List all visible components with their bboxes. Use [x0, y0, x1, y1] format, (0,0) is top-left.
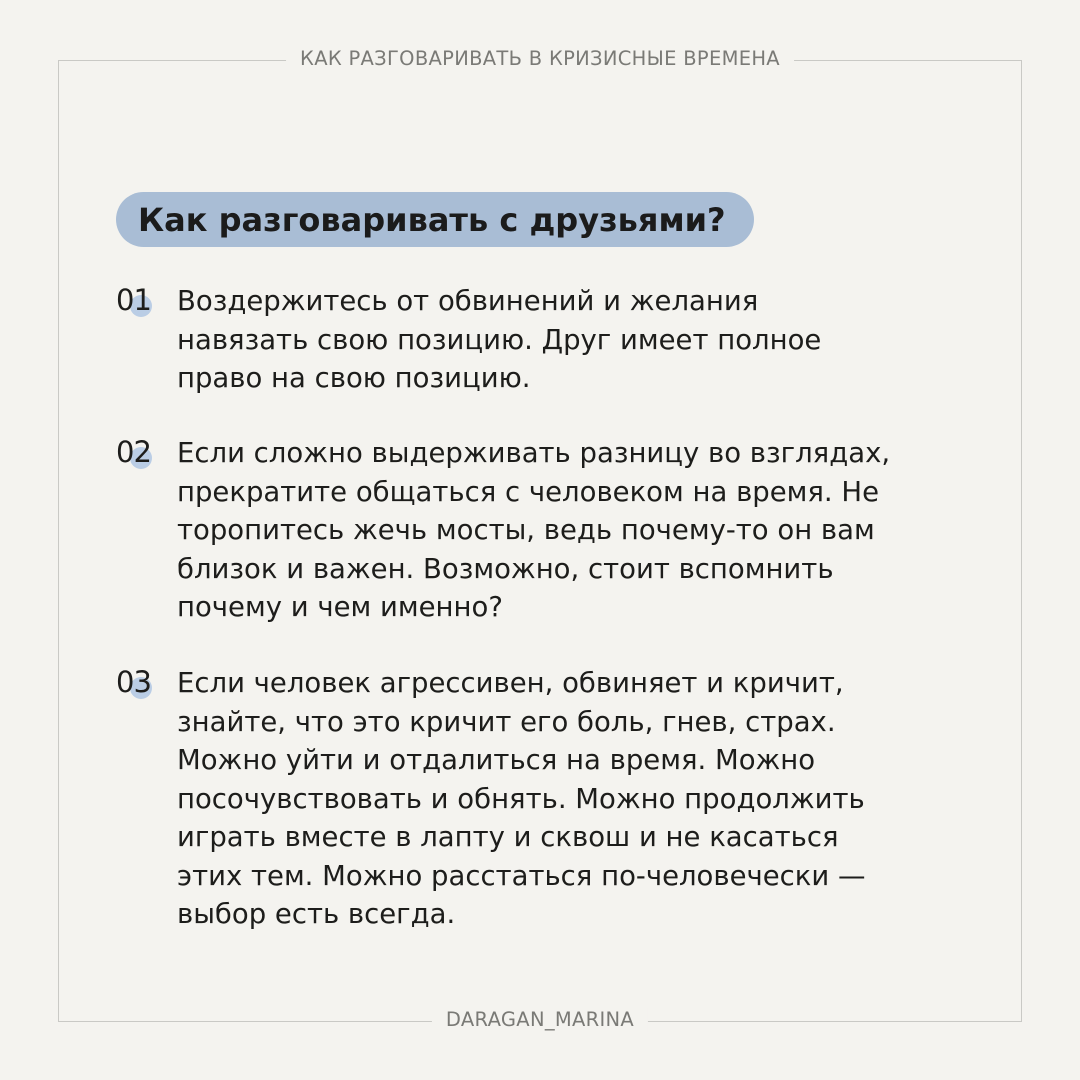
- item-number: [116, 664, 170, 704]
- item-number-label: 03: [116, 665, 151, 699]
- item-text: Если человек агрессивен, обвиняет и кричит, знайте, что это кричит его боль, гнев, страх. Можно уйти и отдалиться на время. Можно посочувствовать и обнять. Можно продолжить играть вместе в лапту и сквош и не касаться этих тем. Можно расстаться по-человечески — выбор есть всегда.: [177, 667, 866, 930]
- item-number-label: 02: [116, 435, 151, 469]
- item-number: [116, 434, 170, 474]
- series-title: КАК РАЗГОВАРИВАТЬ В КРИЗИСНЫЕ ВРЕМЕНА: [286, 47, 794, 71]
- heading-pill: [116, 192, 754, 247]
- item-text: Воздержитесь от обвинений и желания навязать свою позицию. Друг имеет полное право на свою позицию.: [177, 285, 822, 394]
- item-number-label: 01: [116, 283, 151, 317]
- page-heading: Как разговаривать с друзьями?: [138, 200, 726, 239]
- item-text: Если сложно выдерживать разницу во взглядах, прекратите общаться с человеком на время. Не торопитесь жечь мосты, ведь почему-то он вам близок и важен. Возможно, стоит вспомнить почему и чем именно?: [177, 437, 891, 623]
- author-handle: DARAGAN_MARINA: [432, 1008, 648, 1032]
- item-number: [116, 282, 170, 322]
